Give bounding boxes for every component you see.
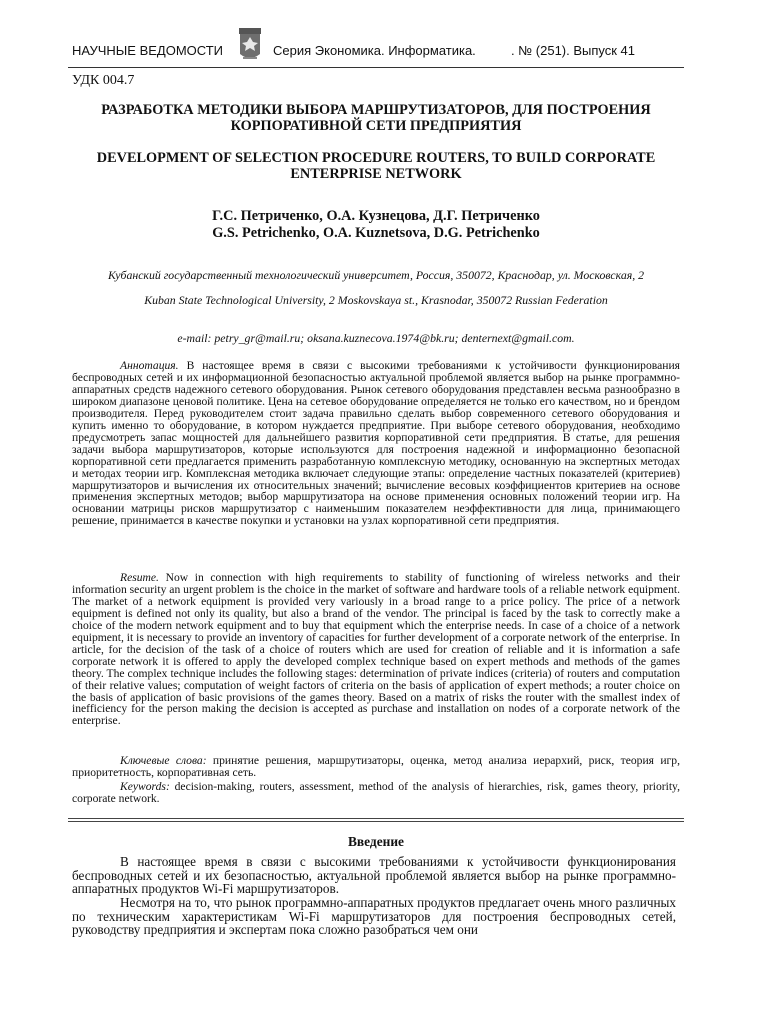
keywords-russian	[72, 755, 680, 779]
affiliation-english: Kuban State Technological University, 2 Moskovskaya st., Krasnodar, 350072 Russian Federation	[144, 293, 608, 307]
issue-number: . № (251). Выпуск 41	[511, 43, 636, 58]
abstract-english	[72, 572, 680, 727]
journal-header	[72, 40, 680, 68]
section-divider-bottom	[68, 821, 684, 822]
title-english: DEVELOPMENT OF SELECTION PROCEDURE ROUTERS, TO BUILD CORPORATE ENTERPRISE NETWORK	[96, 150, 656, 182]
header-divider	[68, 67, 684, 68]
introduction-heading: Введение	[347, 834, 405, 849]
keywords-english	[72, 781, 680, 805]
keywords-russian-text: принятие решения, маршрутизаторы, оценка, метод анализа иерархий, риск, теория игр, приоритетность, корпоративная сеть.	[72, 754, 680, 779]
introduction-paragraph-2-text: Несмотря на то, что рынок программно-аппаратных продуктов предлагает очень много различных по техническим характеристикам Wi-Fi маршрутизаторов для построения беспроводных сетей, руководству предприятия и экспертам пока сложно разобраться чем они	[72, 895, 676, 938]
title-russian: РАЗРАБОТКА МЕТОДИКИ ВЫБОРА МАРШРУТИЗАТОРОВ, ДЛЯ ПОСТРОЕНИЯ КОРПОРАТИВНОЙ СЕТИ ПРЕДПРИЯТИЯ	[101, 102, 651, 134]
introduction-paragraph-1	[72, 855, 676, 896]
authors-english: G.S. Petrichenko, O.A. Kuznetsova, D.G. Petrichenko	[212, 225, 540, 241]
keywords-english-text: decision-making, routers, assessment, method of the analysis of hierarchies, risk, games theory, priority, corporate network.	[72, 780, 680, 805]
affiliation-russian: Кубанский государственный технологический университет, Россия, 350072, Краснодар, ул. Московская, 2	[107, 268, 645, 282]
authors-block	[72, 208, 680, 242]
introduction-paragraph-2	[72, 896, 676, 937]
authors-russian: Г.С. Петриченко, О.А. Кузнецова, Д.Г. Петриченко	[212, 208, 540, 224]
journal-title: НАУЧНЫЕ ВЕДОМОСТИ	[72, 43, 224, 58]
introduction-paragraph-1-text: В настоящее время в связи с высокими требованиями к устойчивости функционирования беспроводных сетей и их безопасностью, актуальной проблемой является выбор на рынке программно-аппаратных продуктов Wi-Fi маршрутизаторов.	[72, 854, 676, 897]
udk-code: УДК 004.7	[72, 73, 135, 88]
journal-series: Серия Экономика. Информатика.	[273, 43, 476, 58]
abstract-russian	[72, 360, 680, 527]
abstract-english-text: Now in connection with high requirements to stability of functioning of wireless networks and their information security an urgent problem is the choice in the market of software and hardware tools of a reliable network equipment. The market of a network equipment is provided very variously in a broad range to a price policy. The price of a network equipment is defined not only its quality, but also a brand of the vendor. The principal is faced by the task to correctly make a choice of the modern network equipment and to buy that equipment which the enterprise needs. In case of a choice of a network equipment, it is necessary to provide an inventory of capacities for further development of a corporate network of the enterprise. In article, for the decision of the task of a choice of routers which are used for creation of reliable and it is information a safe corporate network it is offered to apply the developed complex technique based on expert methods and methods of the games theory. The complex technique includes the following stages: determination of private indices (criteria) of routers and computation of their relative values; computation of weight factors of criteria on the basis of application of expert methods; a router choice on the basis of application of basic provisions of the games theory. Based on a matrix of risks the router with the smallest index of inefficiency for the person making the decision is accepted as purchase and installation on nodes of a corporate network of the enterprise.	[72, 571, 680, 728]
contact-emails: e-mail: petry_gr@mail.ru; oksana.kuznecova.1974@bk.ru; denternext@gmail.com.	[177, 331, 575, 345]
abstract-russian-label: Аннотация.	[120, 359, 179, 372]
university-logo	[239, 28, 261, 64]
section-divider-top	[68, 818, 684, 819]
abstract-english-label: Resume.	[120, 571, 159, 584]
keywords-english-label: Keywords:	[120, 780, 170, 793]
abstract-russian-text: В настоящее время в связи с высокими требованиями к устойчивости функционирования беспроводных сетей и их информационной безопасностью актуальной проблемой является выбор на рынке программно-аппаратных средств надежного сетевого оборудования. Рынок сетевого оборудования представлен весьма разнообразно в широком диапазоне ценовой политике. Цена на сетевое оборудование определяется не только его качеством, но и брендом производителя. Перед руководителем стоит задача правильно сделать выбор современного сетевого оборудования и купить именно то оборудование, в котором нуждается предприятие. При выборе сетевого оборудования, необходимо предусмотреть запас мощностей для дальнейшего развития корпоративной сети предприятия. В статье, для решения задачи выбора маршрутизаторов, которые используются для построения надежной и информационно безопасной корпоративной сети предлагается применить разработанную комплексную методику, основанную на экспертных методах и методах теории игр. Комплексная методика включает следующие этапы: определение частных показателей (критериев) маршрутизаторов и вычисления их относительных значений; вычисление весовых коэффициентов критериев на основе применения экспертных методов; выбор маршрутизатора на основе применения основных положений теории игр. На основании матрицы рисков маршрутизатор с наименьшим показателем неэффективности для лица, принимающего решение, принимается в качестве покупки и установки на узлах корпоративной сети предприятия.	[72, 359, 680, 528]
crest-icon	[239, 28, 261, 64]
keywords-russian-label: Ключевые слова:	[120, 754, 207, 767]
